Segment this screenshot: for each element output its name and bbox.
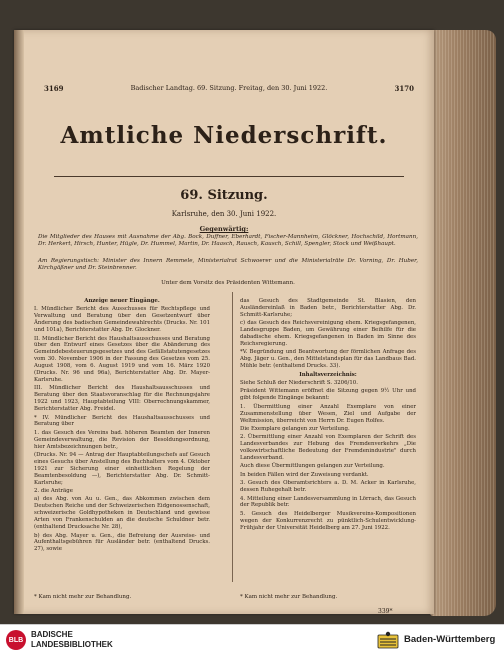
present-list: Die Mitglieder des Hauses mit Ausnahme der Abg. Bock, Duffner, Eberhardt, Fischer-Mannheim, Glöckner, Hochschild, Hortmann, Dr. Herkert, Hirsch, Hunter, Hügle, Dr. Hummel, Martin, Dr. Haasch, Rausch, Kausch, Schill, Spengler, Stock und Weißhaupt. — [38, 234, 418, 248]
signature-mark: 339* — [378, 608, 393, 614]
minutes-item: 3. Gesuch des Oberamtsrichters a. D. M. Acker in Karlsruhe, dessen Ruhegehalt betr. — [240, 480, 416, 494]
agenda-item: I. Mündlicher Bericht des Ausschusses für Rechtspflege und Verwaltung und Beratung über den Gesetzentwurf über Änderung des badischen Gemeindewahlrechts (Drucks. Nr. 101 und 101a), Berichterstatter Abg. Dr. Glockner. — [34, 306, 210, 334]
agenda-item: 2. die Anträge — [34, 488, 73, 495]
agenda-item: *V. Begründung und Beantwortung der förmlichen Anfrage des Abg. Jäger u. Gen., den Mittelstandsplan für das Landbaus Bad. Mühle betr. (enthaltend Drucks. 33). — [240, 349, 416, 370]
left-column-heading: Anzeige neuer Eingänge. — [84, 298, 160, 304]
agenda-item: III. Mündlicher Bericht des Haushaltsausschusses und Beratung über den Staatsvoranschlag für die Rechnungsjahre 1922 und 1923, Hauptabteilung VIII: Oberrechnungskammer, Berichterstatter Abg. Freidel. — [34, 385, 210, 413]
agenda-item: II. Mündlicher Bericht des Haushaltsausschusses und Beratung über den Entwurf eines Gesetzes über die Abänderung des Gemeindebesteuerungsgesetzes und des Gefällstatutengesetzes vom 30. November 1906 in der Fassung des Gesetzes vom 25. August 1908, vom 6. August 1919 und vom 16. März 1920 (Drucks. Nr. 96 und 96a), Berichterstatter Abg. Dr. Mayer-Karlsruhe. — [34, 335, 210, 383]
column-divider — [232, 292, 233, 582]
minutes-item: 5. Gesuch des Heidelberger Musikvereins-Kompositionen wegen der Konkurrenzrecht zu pünktlich-Schulentwicklung-Frühjahr der Universität Heidelberg am 27. Juni 1922. — [240, 510, 416, 531]
minutes-item: 2. Übermittlung einer Anzahl von Exemplaren der Schrift des Landesverbandes zur Hebung des Fremdenverkehrs „Die volkswirtschaftliche Bedeutung der Fremdenindustrie" durch Landesverband. — [240, 434, 416, 462]
footer-bar — [0, 624, 504, 656]
government-list: Am Regierungstisch: Minister des Innern Remmele, Ministerialrat Schwoerer und die Ministerialräte Dr. Vorning, Dr. Huber, Kirchgäßner und Dr. Steinbrenner. — [38, 258, 418, 272]
minutes-item: Die Exemplare gelangen zur Verteilung. — [240, 425, 350, 432]
session-title: 69. Sitzung. — [180, 188, 268, 203]
book-gutter — [14, 30, 24, 614]
running-header — [44, 84, 414, 93]
agenda-item: b) des Abg. Mayer u. Gen., die Befreiung der Ausreise- und Aufenthaltsgebühren für Ausländer betr. (enthaltend Drucks. 27), sowie — [34, 532, 210, 553]
book-page — [14, 30, 434, 614]
minutes-item: Auch diese Übermittlungen gelangen zur Verteilung. — [240, 463, 385, 470]
state-label[interactable]: Baden-Württemberg — [404, 634, 496, 645]
right-column — [240, 298, 416, 533]
minutes-item: In beiden Fällen wird der Zuweisung verdankt. — [240, 471, 369, 478]
library-name-line1: BADISCHE — [31, 630, 73, 639]
agenda-item: a) des Abg. von Au u. Gen., das Abkommen zwischen dem Deutschen Reiche und der Schweizerischen Eidgenossenschaft, schweizerische Goldhypotheken in Deutschland und gewisse Arten von Frankenschulden an die deutsche Schuldner betr. (enthaltend Drucksache Nr. 28), — [34, 496, 210, 531]
minutes-item: Präsident Wittemann eröffnet die Sitzung gegen 9½ Uhr und gibt folgende Eingänge bekannt: — [240, 388, 416, 402]
session-date: Karlsruhe, den 30. Juni 1922. — [171, 210, 277, 218]
left-column — [34, 298, 210, 555]
blb-logo[interactable]: BLB — [6, 630, 26, 650]
agenda-item: das Gesuch des Stadtgemeinde St. Blasien, den Ausländereinlaß in Baden betr., Berichterstatter Abg. Dr. Schmitt-Karlsruhe; — [240, 298, 416, 318]
agenda-item: * IV. Mündlicher Bericht des Haushaltsausschusses und Beratung über — [34, 414, 210, 428]
footnote-right: * Kam nicht mehr zur Behandlung. — [240, 594, 338, 600]
present-heading: Gegenwärtig: — [199, 225, 249, 233]
left-page-number: 3169 — [44, 84, 64, 93]
chair-note: Unter dem Vorsitz des Präsidenten Wittemann. — [161, 280, 295, 286]
library-name[interactable] — [31, 630, 113, 650]
agenda-item: c) das Gesuch des Reichsvereinigung ehem. Kriegsgefangenen, Landesgruppe Baden, um Gewährung einer Beihilfe für die dabadische ehem. Kriegsgefangenen in Baden im Sinne des Reichsregierung. — [240, 320, 416, 347]
page-stack-edge — [430, 30, 496, 616]
minutes-item: 1. Übermittlung einer Anzahl Exemplare von einer Zusammenstellung über Wesen, Ziel und Aufgabe der Weltmission, überreicht von Herrn Dr. Eugen Rolfes. — [240, 403, 416, 424]
page-title: Amtliche Niederschrift. — [60, 122, 388, 149]
right-page-number: 3170 — [394, 84, 414, 93]
agenda-item: (Drucks. Nr. 94 — Antrag der Hauptabteilungschefs auf Gesuch eines Gesuchs über Anstellung des Buchhalters vom 4. Oktober 1921 zur Sicherung einer einheitlichen Regelung der Beamtenbesoldung —), Berichterstatter Abg. Dr. Schmitt-Karlsruhe; — [34, 452, 210, 486]
contents-heading: Inhaltsverzeichnis: — [299, 371, 357, 378]
library-name-line2: LANDESBIBLIOTHEK — [31, 640, 113, 649]
contents-note: Siehe Schluß der Niederschrift S. 3206/10. — [240, 379, 358, 386]
minutes-item: 4. Mitteilung einer Landesversammlung in Lörrach, das Gesuch der Republik betr. — [240, 495, 416, 509]
header-text: Badischer Landtag. 69. Sitzung. Freitag, den 30. Juni 1922. — [130, 84, 328, 92]
agenda-item: 1. das Gesuch des Vereins bad. höheren Beamten der Inneren Gemeindeverwaltung, die Revision der Besoldungsordnung, hier Amtsbezeichnungen betr., — [34, 429, 210, 450]
coat-of-arms-icon[interactable] — [377, 631, 399, 649]
divider — [54, 176, 404, 177]
footnote-left: * Kam nicht mehr zur Behandlung. — [34, 594, 132, 600]
